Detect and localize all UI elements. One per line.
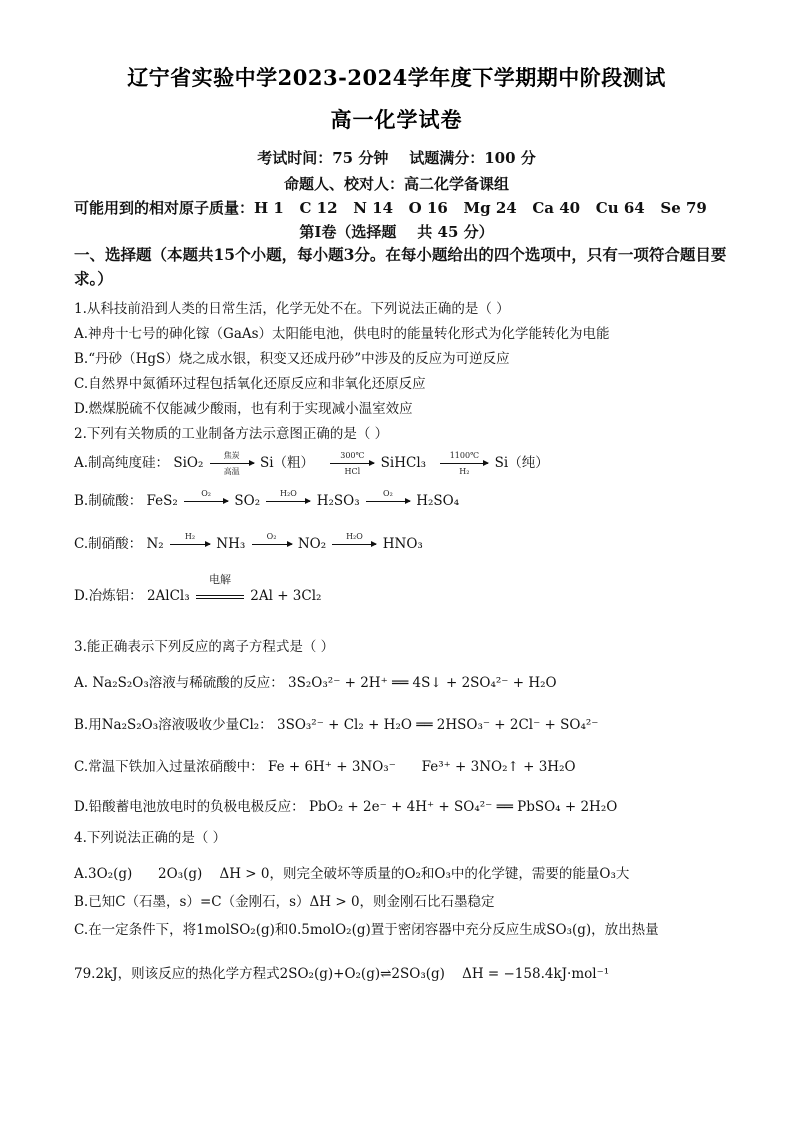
q2-a-arrow-3 (440, 451, 488, 476)
q4-option-a: A.3O₂(g) 2O₃(g) ΔH > 0，则完全破坏等质量的O₂和O₃中的化学键，需要的能量O₃大 (74, 866, 630, 882)
q2-a-species-2: Si（粗） (259, 455, 315, 471)
q3-c-equation: Fe + 6H⁺ + 3NO₃⁻ Fe³⁺ + 3NO₂↑ + 3H₂O (267, 759, 576, 775)
q3-a-text: A. Na₂S₂O₃溶液与稀硫酸的反应： (74, 675, 284, 691)
q2-b-arrow-2 (266, 489, 310, 502)
q3-option-d (74, 795, 617, 815)
q2-stem: 2.下列有关物质的工业制备方法示意图正确的是（ ） (74, 426, 389, 442)
q3-d-text: D.铅酸蓄电池放电时的负极电极反应： (74, 799, 305, 815)
section-heading: 一、选择题（本题共15个小题，每小题3分。在每小题给出的四个选项中，只有一项符合题目要求。） (74, 245, 727, 288)
q2-b-cond-1: O₂ (201, 489, 211, 498)
q4-stem: 4.下列说法正确的是（ ） (74, 830, 227, 846)
q2-b-species-4: H₂SO₄ (416, 493, 460, 509)
q2-c-cond-3: H₂O (346, 532, 363, 541)
q1-option-b: B.“丹砂（HgS）烧之成水银，积变又还成丹砂”中涉及的反应为可逆反应 (74, 351, 510, 367)
q2-b-cond-3: O₂ (383, 489, 393, 498)
q2-d-label: D.冶炼铝： (74, 588, 143, 604)
exam-subtitle: 高一化学试卷 (330, 107, 463, 132)
q2-b-species-1: FeS₂ (146, 493, 178, 509)
exam-title: 辽宁省实验中学2023-2024学年度下学期期中阶段测试 (127, 65, 666, 90)
q2-a-cond-3a: 1100℃ (449, 451, 480, 460)
q3-b-text: B.用Na₂S₂O₃溶液吸收少量Cl₂： (74, 717, 273, 733)
q3-stem: 3.能正确表示下列反应的离子方程式是（ ） (74, 639, 335, 655)
q2-a-cond-2a: 300℃ (340, 451, 365, 460)
q2-c-arrow-2 (252, 532, 292, 545)
q2-b-cond-2: H₂O (280, 489, 297, 498)
q2-option-c (74, 532, 423, 552)
q3-option-c (74, 755, 576, 775)
q3-option-a (74, 671, 557, 691)
q1-option-c: C.自然界中氮循环过程包括氧化还原反应和非氧化还原反应 (74, 376, 426, 392)
q2-d-equals (196, 572, 244, 605)
q2-c-label: C.制硝酸： (74, 536, 143, 552)
q1-stem: 1.从科技前沿到人类的日常生活，化学无处不在。下列说法正确的是（ ） (74, 301, 510, 317)
q2-b-arrow-3 (366, 489, 410, 502)
exam-authors: 命题人、校对人：高二化学备课组 (283, 175, 509, 193)
q4-option-b: B.已知C（石墨，s）=C（金刚石，s）ΔH > 0，则金刚石比石墨稳定 (74, 894, 495, 910)
q2-option-a (74, 451, 549, 476)
q2-c-species-3: NO₂ (297, 536, 327, 552)
q1-option-a: A.神舟十七号的砷化镓（GaAs）太阳能电池，供电时的能量转化形式为化学能转化为电能 (74, 326, 610, 342)
q2-d-cond: 电解 (208, 572, 231, 586)
q2-a-label: A.制高纯度硅： (74, 455, 170, 471)
q2-c-species-4: HNO₃ (382, 536, 423, 552)
q2-a-cond-2b: HCl (344, 467, 361, 476)
q4-option-c: C.在一定条件下，将1molSO₂(g)和0.5molO₂(g)置于密闭容器中充分反应生成SO₃(g)，放出热量 (74, 922, 659, 938)
atomic-masses: 可能用到的相对原子质量：H 1 C 12 N 14 O 16 Mg 24 Ca 40 Cu 64 Se 79 (74, 199, 707, 217)
q2-b-label: B.制硫酸： (74, 493, 143, 509)
q3-c-text: C.常温下铁加入过量浓硝酸中： (74, 759, 264, 775)
q3-d-equation: PbO₂ + 2e⁻ + 4H⁺ + SO₄²⁻ ══ PbSO₄ + 2H₂O (308, 799, 618, 815)
q2-c-arrow-1 (170, 532, 210, 545)
q4-option-c-cont: 79.2kJ，则该反应的热化学方程式2SO₂(g)+O₂(g)⇌2SO₃(g) ΔH = −158.4kJ·mol⁻¹ (74, 966, 610, 982)
q2-b-species-2: SO₂ (234, 493, 261, 509)
q2-c-cond-1: H₂ (184, 532, 196, 541)
q2-a-arrow-1 (210, 451, 254, 476)
q2-c-species-1: N₂ (146, 536, 164, 552)
q2-d-rhs: 2Al + 3Cl₂ (250, 588, 322, 604)
q2-a-cond-3b: H₂ (459, 467, 470, 476)
q3-option-b (74, 713, 598, 733)
q2-c-cond-2: O₂ (266, 532, 277, 541)
exam-info: 考试时间：75 分钟 试题满分：100 分 (257, 149, 536, 167)
q2-d-lhs: 2AlCl₃ (146, 588, 190, 604)
q2-c-arrow-3 (332, 532, 376, 545)
q2-a-species-4: Si（纯） (494, 455, 549, 471)
q2-option-b (74, 489, 459, 509)
q2-a-cond-1a: 焦炭 (223, 451, 240, 460)
volume-heading: 第Ⅰ卷（选择题 共 45 分） (299, 223, 494, 241)
q2-b-arrow-1 (184, 489, 228, 502)
q3-b-equation: 3SO₃²⁻ + Cl₂ + H₂O ══ 2HSO₃⁻ + 2Cl⁻ + SO₄²⁻ (276, 717, 599, 733)
q2-a-arrow-2 (330, 451, 374, 476)
q2-a-species-3: SiHCl₃ (380, 455, 427, 471)
q2-c-species-2: NH₃ (216, 536, 246, 552)
q3-a-equation: 3S₂O₃²⁻ + 2H⁺ ══ 4S↓ + 2SO₄²⁻ + H₂O (288, 675, 557, 691)
q2-b-species-3: H₂SO₃ (316, 493, 360, 509)
q1-option-d: D.燃煤脱硫不仅能减少酸雨，也有利于实现减小温室效应 (74, 401, 413, 417)
q2-a-species-1: SiO₂ (173, 455, 204, 471)
q2-a-cond-1b: 高温 (223, 467, 240, 476)
q2-option-d (74, 572, 322, 605)
